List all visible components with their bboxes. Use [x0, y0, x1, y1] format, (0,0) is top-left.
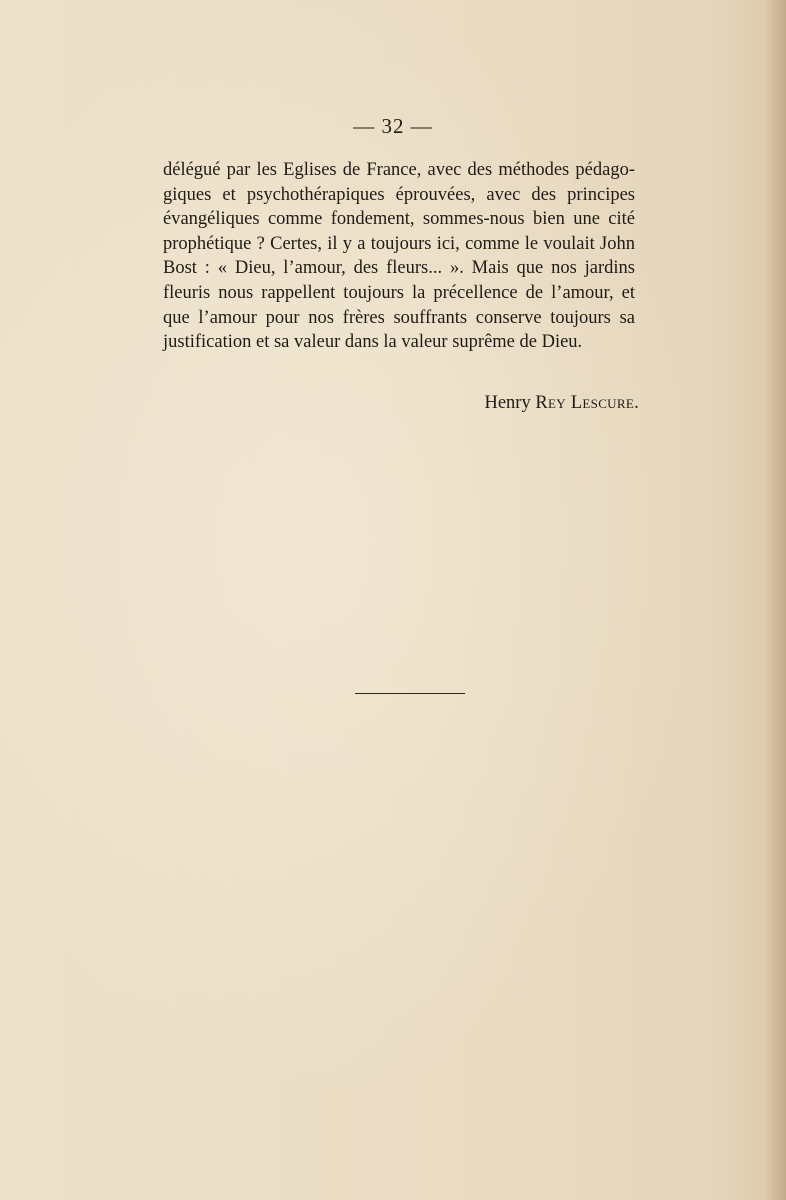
end-rule-divider [355, 693, 465, 694]
text-line: Bost : « Dieu, l’amour, des fleurs... ». Mais que nos jardins [163, 258, 635, 279]
text-line: giques et psychothérapiques éprouvées, avec des principes [163, 184, 635, 205]
text-line: fleuris nous rappellent toujours la précellence de l’amour, et [163, 282, 635, 303]
text-line: évangéliques comme fondement, sommes-nous bien une cité [163, 209, 635, 230]
page-edge-shadow [764, 0, 786, 1200]
text-line: justification et sa valeur dans la valeur suprême de Dieu. [163, 332, 583, 353]
page-number: — 32 — [353, 114, 433, 138]
text-line: délégué par les Eglises de France, avec des méthodes pédago- [163, 160, 635, 180]
author-surname: Rey Lescure. [535, 393, 639, 413]
text-line: que l’amour pour nos frères souffrants conserve toujours sa [163, 307, 635, 328]
author-first-name: Henry [484, 393, 531, 413]
body-paragraph [163, 158, 635, 355]
text-line: prophétique ? Certes, il y a toujours ici, comme le voulait John [163, 233, 635, 254]
author-signature [484, 393, 639, 414]
